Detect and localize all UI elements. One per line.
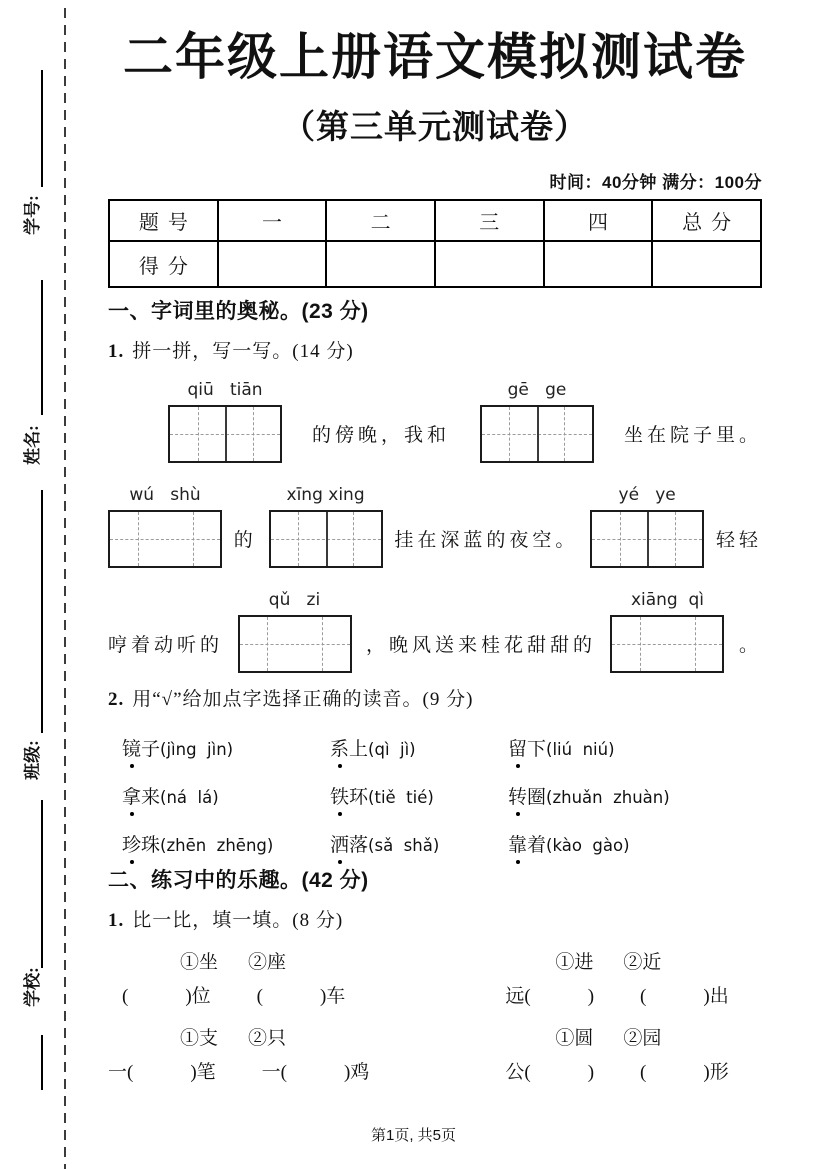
margin-blank-line bbox=[41, 1035, 43, 1090]
score-input-cell bbox=[326, 241, 435, 287]
score-table-score-row bbox=[109, 241, 761, 287]
pronunciation-item bbox=[330, 782, 508, 809]
word-rest: 来 bbox=[141, 787, 161, 808]
answer-blank: 远( ) bbox=[505, 986, 595, 1007]
question-score: (14 分) bbox=[292, 341, 354, 362]
box-guide-line bbox=[253, 407, 254, 461]
question-number: 1. bbox=[108, 341, 125, 362]
section1-heading: 一、字词里的奥秘。(23 分) bbox=[108, 300, 369, 323]
box-guide-line bbox=[620, 512, 621, 566]
sentence-text: 哼着动听的 bbox=[108, 635, 224, 656]
pinyin-write-row bbox=[108, 590, 762, 673]
pinyin-write-unit bbox=[269, 485, 383, 568]
writing-box bbox=[108, 510, 222, 568]
compare-options bbox=[500, 1025, 762, 1053]
word-rest: 上 bbox=[349, 739, 369, 760]
paper-content bbox=[108, 26, 762, 1101]
pinyin-write-unit bbox=[168, 380, 282, 463]
option-choice: ①坐 bbox=[180, 952, 219, 973]
question-text: 用“√”给加点字选择正确的读音。 bbox=[132, 689, 423, 710]
sentence-text: 挂在深蓝的夜空。 bbox=[394, 530, 579, 551]
pronunciation-choice-grid bbox=[108, 734, 762, 857]
pronunciation-item bbox=[330, 830, 508, 857]
dotted-character: 转 bbox=[508, 787, 528, 808]
pinyin-label: xīng xing bbox=[286, 485, 365, 505]
score-table bbox=[108, 199, 762, 288]
pinyin-options: (zhēn zhēng) bbox=[160, 836, 274, 855]
score-table-header-cell: 三 bbox=[435, 200, 544, 241]
compare-group bbox=[108, 1025, 500, 1087]
dotted-character: 拿 bbox=[122, 787, 142, 808]
pinyin-label: yé ye bbox=[618, 485, 676, 505]
box-guide-line bbox=[564, 407, 565, 461]
dotted-character: 系 bbox=[330, 739, 350, 760]
writing-box bbox=[168, 405, 282, 463]
paper-subtitle: （第三单元测试卷） bbox=[282, 108, 588, 145]
pinyin-label: qǔ zi bbox=[268, 590, 321, 610]
pinyin-label: qiū tiān bbox=[187, 380, 263, 400]
compare-answers bbox=[500, 983, 762, 1011]
pinyin-options: (tiě tié) bbox=[368, 788, 434, 807]
sentence-text: 的傍晚，我和 bbox=[311, 425, 450, 446]
school-blank-line bbox=[41, 800, 43, 968]
compare-answers bbox=[108, 983, 500, 1011]
dotted-character: 珍 bbox=[122, 835, 142, 856]
sentence-text: 轻轻 bbox=[715, 530, 762, 551]
word-rest: 珠 bbox=[141, 835, 161, 856]
score-table-header-row bbox=[109, 200, 761, 241]
answer-blank: 公( ) bbox=[505, 1062, 595, 1083]
pinyin-write-unit bbox=[238, 590, 352, 673]
word-rest: 落 bbox=[349, 835, 369, 856]
compare-group bbox=[500, 949, 762, 1011]
pinyin-options: (ná lá) bbox=[160, 788, 219, 807]
time-and-score-info: 时间：40分钟 满分：100分 bbox=[549, 173, 762, 192]
dotted-character: 靠 bbox=[508, 835, 528, 856]
box-guide-line bbox=[640, 617, 641, 671]
score-input-cell bbox=[435, 241, 544, 287]
pinyin-label: wú shù bbox=[129, 485, 201, 505]
pronunciation-item bbox=[122, 830, 330, 857]
box-guide-line bbox=[353, 512, 354, 566]
compare-column-right bbox=[500, 949, 762, 1101]
box-guide-line bbox=[240, 644, 350, 645]
writing-box bbox=[238, 615, 352, 673]
option-choice: ①支 bbox=[180, 1028, 219, 1049]
question-score: (9 分) bbox=[422, 689, 474, 710]
answer-blank: 一( )笔 bbox=[108, 1062, 216, 1083]
compare-answers bbox=[500, 1059, 762, 1087]
margin-label-name: 姓名: bbox=[23, 425, 42, 465]
answer-blank: ( )位 bbox=[122, 986, 211, 1007]
box-guide-line bbox=[322, 617, 323, 671]
section1-question1 bbox=[108, 340, 762, 364]
score-table-header-cell: 二 bbox=[326, 200, 435, 241]
word-rest: 圈 bbox=[527, 787, 547, 808]
compare-group bbox=[108, 949, 500, 1011]
question-score: (8 分) bbox=[292, 910, 344, 931]
page-number: 第1页, 共5页 bbox=[370, 1127, 457, 1144]
word-rest: 子 bbox=[141, 739, 161, 760]
score-row-label: 得分 bbox=[109, 241, 218, 287]
dotted-character: 洒 bbox=[330, 835, 350, 856]
word-rest: 下 bbox=[527, 739, 547, 760]
box-divider-line bbox=[326, 512, 328, 566]
pinyin-options: (qì jì) bbox=[368, 740, 416, 759]
compare-options bbox=[108, 1025, 500, 1053]
pinyin-options: (jìng jìn) bbox=[160, 740, 234, 759]
option-choice: ①圆 bbox=[555, 1028, 594, 1049]
score-table-header-cell: 一 bbox=[218, 200, 327, 241]
section2-heading: 二、练习中的乐趣。(42 分) bbox=[108, 869, 369, 892]
pinyin-options: (liú niú) bbox=[546, 740, 615, 759]
writing-box bbox=[480, 405, 594, 463]
sentence-text: 的 bbox=[233, 530, 257, 551]
compare-options bbox=[108, 949, 500, 977]
pinyin-write-unit bbox=[480, 380, 594, 463]
sentence-text: 。 bbox=[738, 635, 762, 656]
box-guide-line bbox=[193, 512, 194, 566]
option-choice: ②园 bbox=[623, 1028, 662, 1049]
answer-blank: ( )车 bbox=[256, 986, 346, 1007]
question-text: 比一比，填一填。 bbox=[132, 910, 293, 931]
name-blank-line bbox=[41, 280, 43, 415]
writing-box bbox=[610, 615, 724, 673]
box-divider-line bbox=[537, 407, 539, 461]
pinyin-write-rows bbox=[108, 380, 762, 673]
pronunciation-item bbox=[508, 830, 762, 857]
pinyin-options: (zhuǎn zhuàn) bbox=[546, 788, 670, 807]
pronunciation-item bbox=[122, 782, 330, 809]
option-choice: ①进 bbox=[555, 952, 594, 973]
dotted-character: 铁 bbox=[330, 787, 350, 808]
section1-question2 bbox=[108, 688, 762, 712]
compare-group bbox=[500, 1025, 762, 1087]
dotted-character: 留 bbox=[508, 739, 528, 760]
word-rest: 着 bbox=[527, 835, 547, 856]
box-guide-line bbox=[110, 539, 220, 540]
student-id-blank-line bbox=[41, 70, 43, 187]
compare-options bbox=[500, 949, 762, 977]
pronunciation-item bbox=[508, 782, 762, 809]
box-guide-line bbox=[695, 617, 696, 671]
answer-blank: ( )出 bbox=[640, 986, 729, 1007]
writing-box bbox=[269, 510, 383, 568]
box-guide-line bbox=[298, 512, 299, 566]
score-table-header-cell: 题号 bbox=[109, 200, 218, 241]
question-number: 2. bbox=[108, 689, 125, 710]
dotted-character: 镜 bbox=[122, 739, 142, 760]
margin-label-class: 班级: bbox=[23, 740, 42, 780]
word-rest: 环 bbox=[349, 787, 369, 808]
pronunciation-item bbox=[508, 734, 762, 761]
pronunciation-item bbox=[122, 734, 330, 761]
pinyin-write-unit bbox=[590, 485, 704, 568]
pinyin-write-row bbox=[108, 380, 762, 463]
score-input-cell bbox=[218, 241, 327, 287]
pinyin-label: xiāng qì bbox=[630, 590, 705, 610]
pinyin-label: gē ge bbox=[507, 380, 567, 400]
section2-question1 bbox=[108, 909, 762, 933]
pinyin-write-row bbox=[108, 485, 762, 568]
answer-blank: ( )形 bbox=[640, 1062, 729, 1083]
margin-label-student-id: 学号: bbox=[23, 195, 42, 235]
pinyin-write-unit bbox=[610, 590, 724, 673]
box-guide-line bbox=[612, 644, 722, 645]
score-input-cell bbox=[652, 241, 761, 287]
sentence-text: 坐在院子里。 bbox=[623, 425, 762, 446]
option-choice: ②只 bbox=[248, 1028, 287, 1049]
compare-fill-grid bbox=[108, 949, 762, 1101]
score-table-header-cell: 总分 bbox=[652, 200, 761, 241]
pinyin-options: (kào gào) bbox=[546, 836, 630, 855]
margin-label-school: 学校: bbox=[23, 967, 42, 1007]
paper-title: 二年级上册语文模拟测试卷 bbox=[123, 29, 747, 85]
compare-answers bbox=[108, 1059, 500, 1087]
class-blank-line bbox=[41, 490, 43, 733]
pinyin-write-unit bbox=[108, 485, 222, 568]
box-guide-line bbox=[675, 512, 676, 566]
option-choice: ②近 bbox=[623, 952, 662, 973]
box-divider-line bbox=[647, 512, 649, 566]
box-guide-line bbox=[198, 407, 199, 461]
answer-blank: 一( )鸡 bbox=[261, 1062, 370, 1083]
box-divider-line bbox=[225, 407, 227, 461]
question-text: 拼一拼，写一写。 bbox=[132, 341, 293, 362]
box-guide-line bbox=[138, 512, 139, 566]
option-choice: ②座 bbox=[248, 952, 287, 973]
pronunciation-item bbox=[330, 734, 508, 761]
writing-box bbox=[590, 510, 704, 568]
question-number: 1. bbox=[108, 910, 125, 931]
box-guide-line bbox=[509, 407, 510, 461]
sentence-text: ，晚风送来桂花甜甜的 bbox=[365, 635, 596, 656]
box-guide-line bbox=[267, 617, 268, 671]
pinyin-options: (sǎ shǎ) bbox=[368, 836, 440, 855]
compare-column-left bbox=[108, 949, 500, 1101]
score-input-cell bbox=[544, 241, 653, 287]
binding-dashed-line bbox=[64, 8, 66, 1169]
score-table-header-cell: 四 bbox=[544, 200, 653, 241]
